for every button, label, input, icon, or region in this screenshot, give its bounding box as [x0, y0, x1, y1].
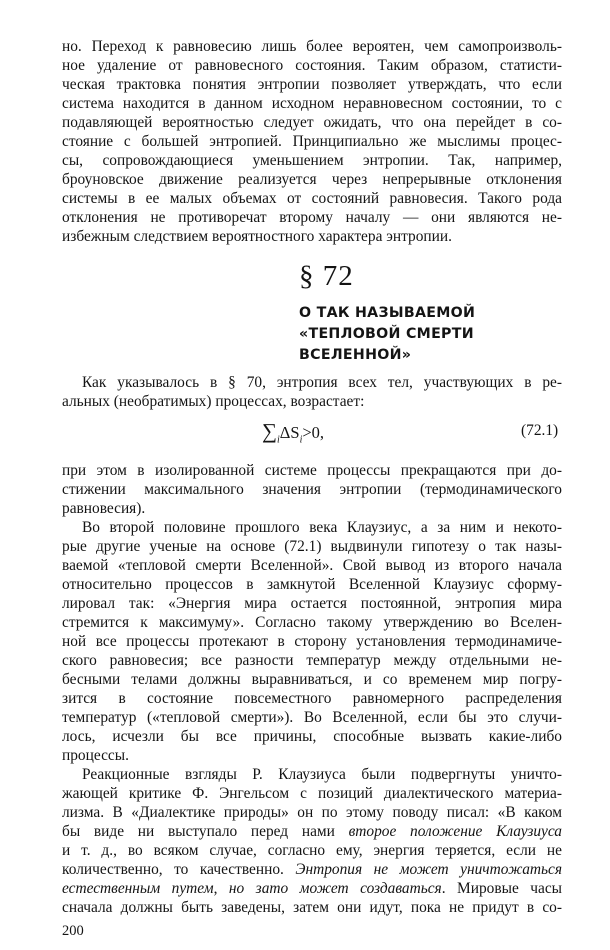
text-line: сначала должны быть заведены, затем они идут, пока не придут в со-: [62, 899, 562, 916]
section-title-line: ВСЕЛЕННОЙ»: [299, 347, 412, 363]
text-line: ского равновесия; все разности температур между отдельными не-: [62, 652, 562, 669]
text-line: температур («тепловой смерти»). Во Вселенной, если бы это случи-: [62, 709, 562, 726]
italic-span: второе положение Клаузиуса: [348, 823, 562, 840]
text-span: . Мировые часы: [441, 880, 562, 897]
text-line: лировал так: «Энергия мира остается постоянной, энтропия мира: [62, 595, 562, 612]
text-line: рые другие ученые на основе (72.1) выдвинули гипотезу о так назы-: [62, 538, 562, 555]
section-title-line: «ТЕПЛОВОЙ СМЕРТИ: [299, 326, 474, 342]
formula-body: ΔS: [279, 423, 300, 442]
text-line: ваемой «тепловой смерти Вселенной». Свой вывод из второго начала: [62, 557, 562, 574]
text-span: количественно, то качественно.: [62, 861, 296, 878]
sum-index: i: [276, 434, 280, 446]
text-line: ческая трактовка понятия энтропии позволяет утверждать, что если: [62, 76, 562, 93]
text-line: избежным следствием вероятностного характера энтропии.: [62, 228, 452, 245]
italic-span: Энтропия не может уничтожаться: [295, 861, 562, 878]
text-line: система находится в данном исходном неравновесном состоянии, то с: [62, 95, 562, 112]
text-line: лизма. В «Диалектике природы» он по этому поводу писал: «В каком: [62, 804, 562, 821]
text-line: относительно процессов в замкнутой Вселенной Клаузиус сформу-: [62, 576, 562, 593]
formula-72-1: [262, 420, 324, 451]
page-number: 200: [62, 923, 84, 939]
formula-body-index: i: [299, 434, 303, 446]
text-span: ,: [213, 880, 229, 897]
text-line: [62, 880, 562, 898]
equation-number: (72.1): [521, 422, 559, 439]
text-line: лось, исчезли бы все причины, способные вызвать какие-либо: [62, 728, 562, 745]
text-line: сы, сопровождающиеся уменьшением энтропии. Так, например,: [62, 152, 562, 169]
section-number: § 72: [299, 260, 354, 292]
text-line: зится в состояние повсеместного равномерного распределения: [62, 690, 562, 707]
text-span: бы виде ни выступало перед нами: [62, 823, 349, 840]
text-line: при этом в изолированной системе процессы прекращаются при до-: [62, 462, 562, 479]
text-line: отклонения не противоречат второму началу — они являются не-: [62, 209, 562, 226]
formula-rest: >0,: [302, 423, 325, 442]
text-line: бесными телами должны выравниваться, и со временем мир погру-: [62, 671, 562, 688]
text-line: жающей критике Ф. Энгельсом с позиций диалектического материа-: [62, 785, 562, 802]
sum-symbol: ∑: [262, 419, 277, 443]
italic-span: но зато может создаваться: [228, 880, 442, 897]
text-line: ное удаление от равновесного состояния. Таким образом, статисти-: [62, 57, 562, 74]
section-title-line: О ТАК НАЗЫВАЕМОЙ: [299, 305, 476, 321]
text-line: альных (необратимых) процессах, возрастает:: [62, 393, 365, 410]
text-line: броуновское движение реализуется через непрерывные отклонения: [62, 171, 562, 188]
italic-span: естественным путем: [62, 880, 214, 897]
text-line: равновесия).: [62, 500, 146, 517]
text-line: системы в ее малых объемах от состояний равновесия. Такого рода: [62, 190, 562, 207]
text-line: стижении максимального значения энтропии (термодинамического: [62, 481, 562, 498]
text-line: [62, 861, 562, 879]
text-line: подавляющей вероятностью следует ожидать, что она перейдет в со-: [62, 114, 562, 131]
text-line: ной все процессы протекают в сторону установления термодинамиче-: [62, 633, 562, 650]
text-line: но. Переход к равновесию лишь более вероятен, чем самопроизволь-: [62, 38, 562, 55]
text-line: стремится к максимуму». Согласно такому утверждению во Вселен-: [62, 614, 562, 631]
text-line: Реакционные взгляды Р. Клаузиуса были подвергнуты уничто-: [82, 766, 562, 783]
text-line: процессы.: [62, 747, 129, 764]
text-line: стояние с большей энтропией. Принципиально же мыслимы процес-: [62, 133, 562, 150]
text-line: Как указывалось в § 70, энтропия всех тел, участвующих в ре-: [82, 374, 562, 391]
text-line: Во второй половине прошлого века Клаузиус, а за ним и некото-: [82, 519, 562, 536]
text-line: [62, 823, 562, 841]
text-line: и т. д., во всяком случае, согласно ему, энергия теряется, если не: [62, 842, 562, 859]
